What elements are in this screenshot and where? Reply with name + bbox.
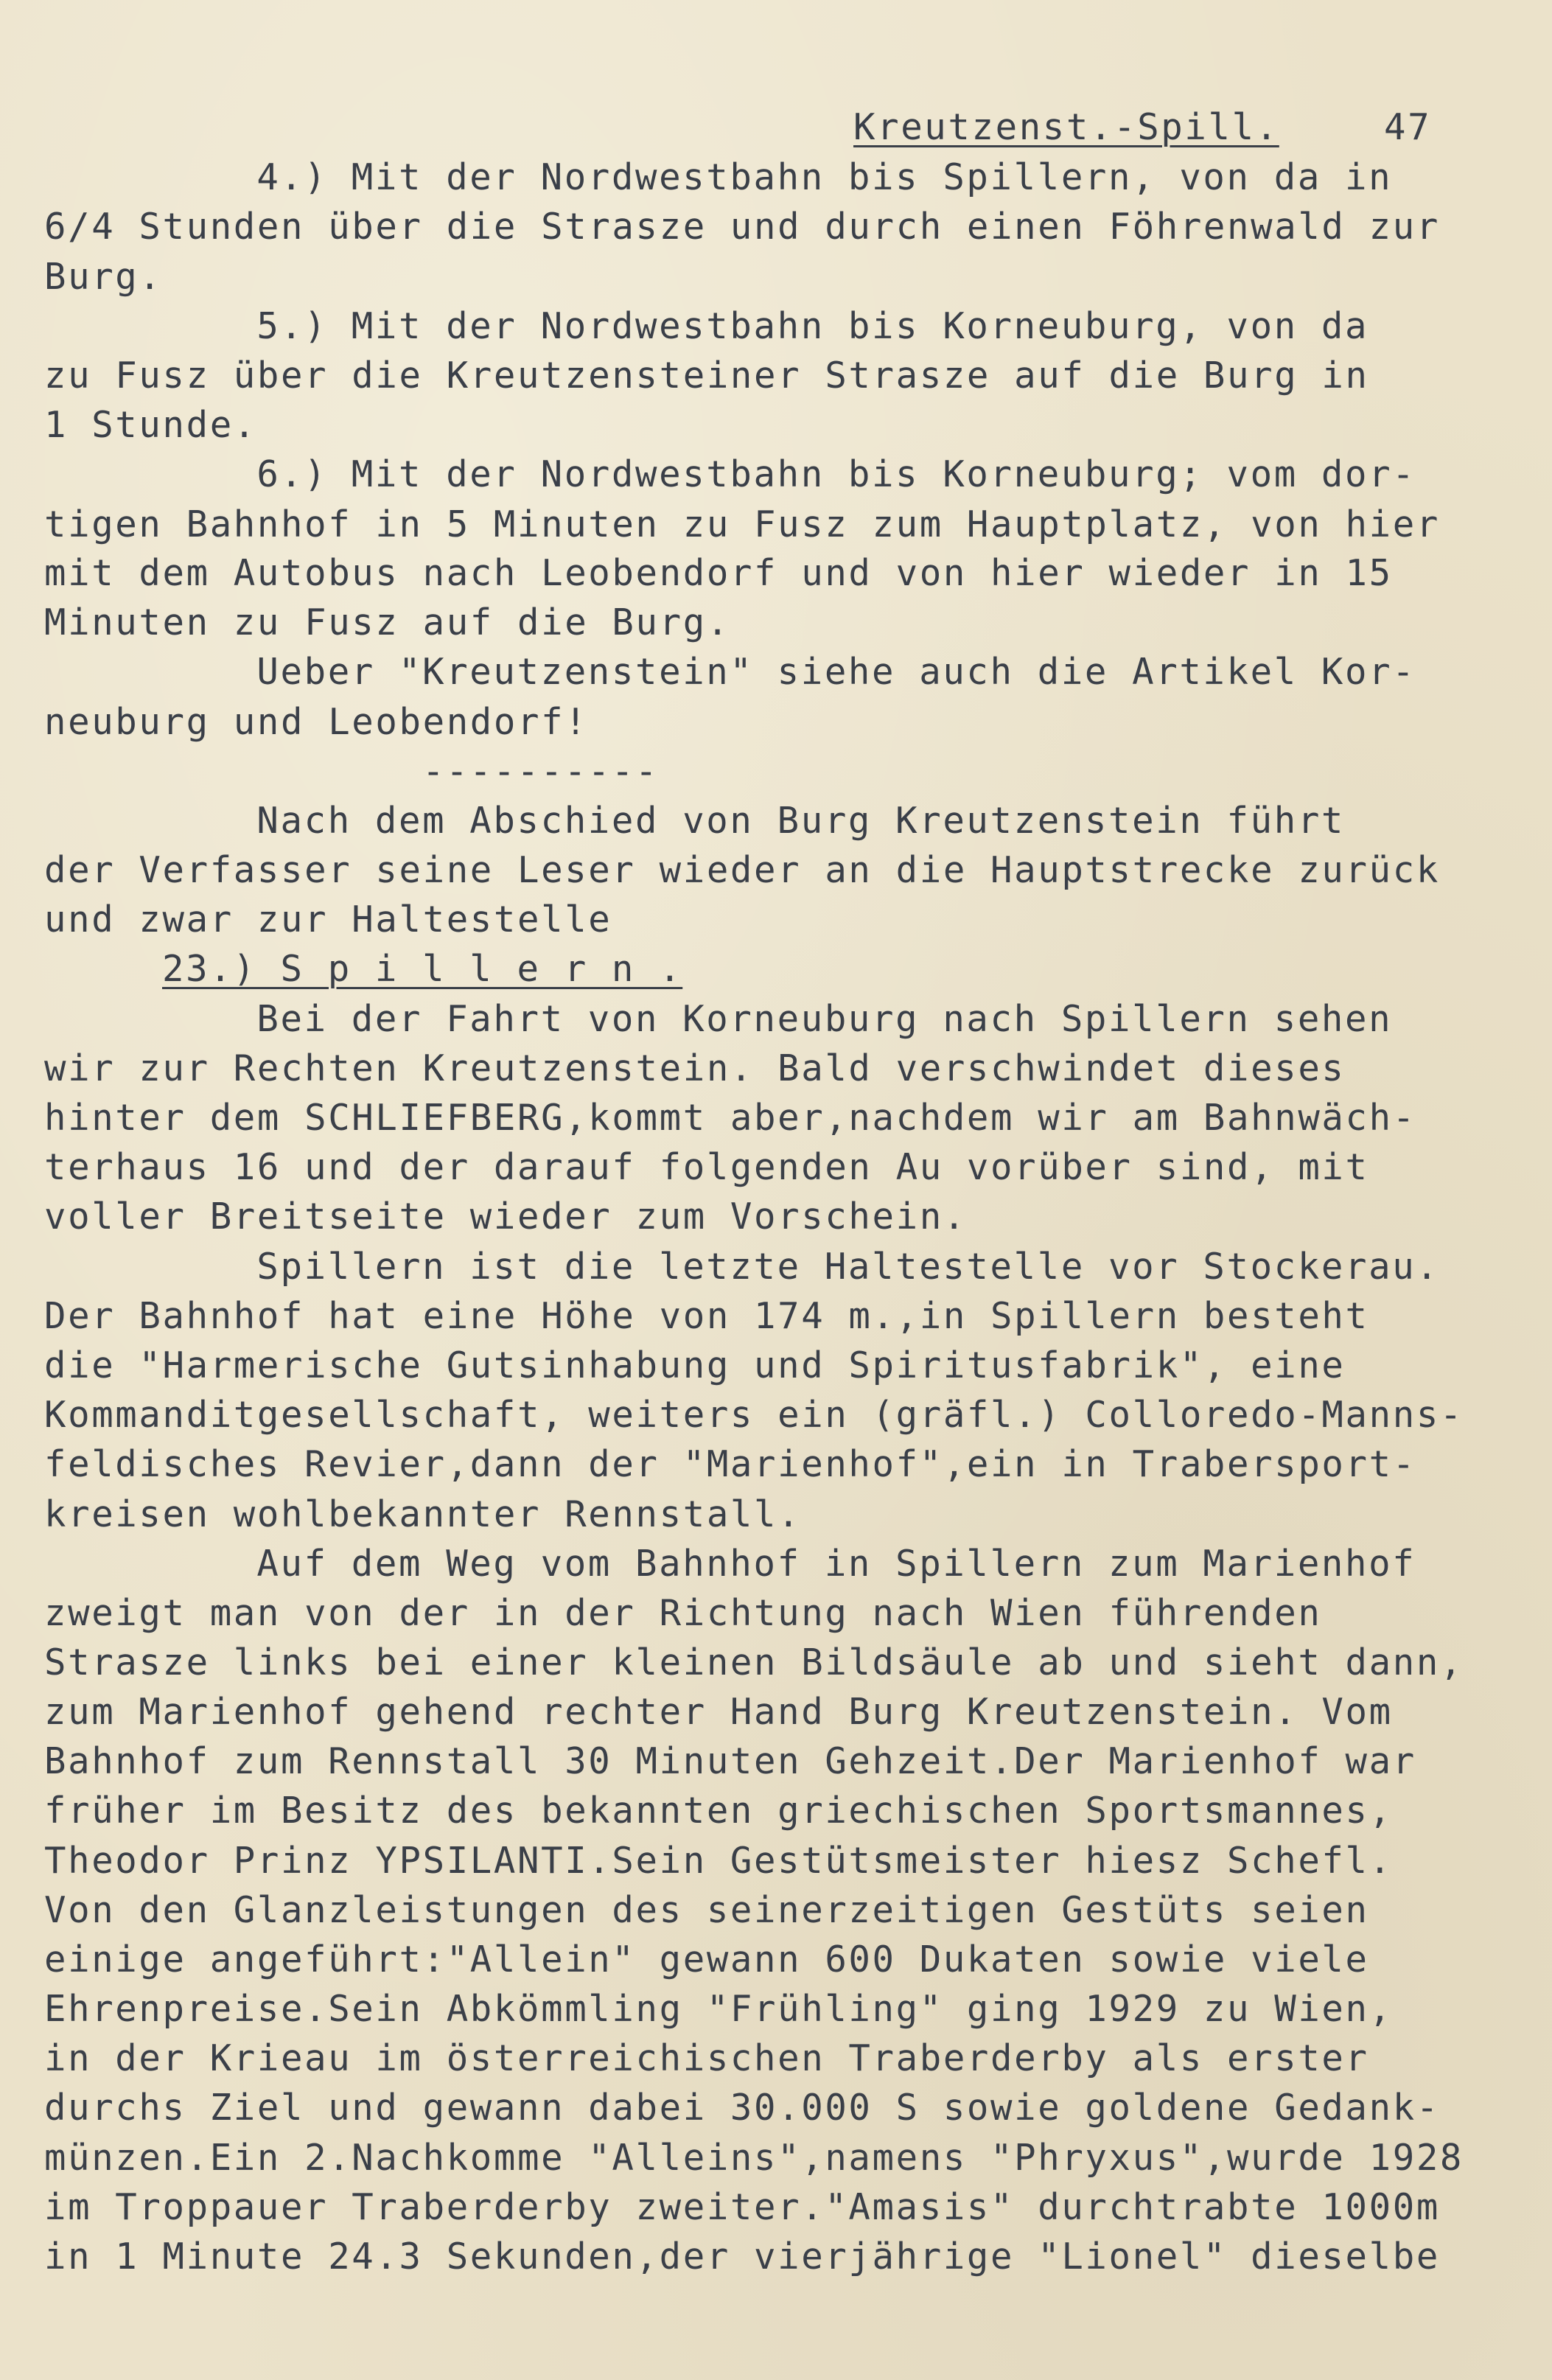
text-line: Der Bahnhof hat eine Höhe von 174 m.,in Spillern besteht bbox=[44, 1295, 1369, 1337]
text-line: und zwar zur Haltestelle bbox=[44, 898, 612, 941]
text-line: Auf dem Weg vom Bahnhof in Spillern zum Marienhof bbox=[162, 1543, 1416, 1585]
text-line: feldisches Revier,dann der "Marienhof",ein in Trabersport- bbox=[44, 1443, 1416, 1485]
text-line: im Troppauer Traberderby zweiter."Amasis" durchtrabte 1000m bbox=[44, 2186, 1440, 2228]
text-line: tigen Bahnhof in 5 Minuten zu Fusz zum Hauptplatz, von hier bbox=[44, 503, 1440, 545]
text-line: Bei der Fahrt von Korneuburg nach Spillern sehen bbox=[162, 998, 1393, 1040]
text-line: einige angeführt:"Allein" gewann 600 Dukaten sowie viele bbox=[44, 1938, 1369, 1981]
text-line: Ueber "Kreutzenstein" siehe auch die Artikel Kor- bbox=[162, 651, 1416, 693]
text-line: 6.) Mit der Nordwestbahn bis Korneuburg; vom dor- bbox=[162, 453, 1416, 495]
text-line: kreisen wohlbekannter Rennstall. bbox=[44, 1493, 802, 1535]
text-line: in 1 Minute 24.3 Sekunden,der vierjährige "Lionel" dieselbe bbox=[44, 2236, 1440, 2278]
text-line: Theodor Prinz YPSILANTI.Sein Gestütsmeister hiesz Schefl. bbox=[44, 1840, 1393, 1882]
text-line: Minuten zu Fusz auf die Burg. bbox=[44, 601, 730, 643]
text-line: voller Breitseite wieder zum Vorschein. bbox=[44, 1196, 967, 1238]
text-line: münzen.Ein 2.Nachkomme "Alleins",namens "Phryxus",wurde 1928 bbox=[44, 2137, 1464, 2179]
text-line: Bahnhof zum Rennstall 30 Minuten Gehzeit.Der Marienhof war bbox=[44, 1740, 1416, 1782]
text-line: hinter dem SCHLIEFBERG,kommt aber,nachdem wir am Bahnwäch- bbox=[44, 1097, 1416, 1139]
text-line: früher im Besitz des bekannten griechischen Sportsmannes, bbox=[44, 1790, 1393, 1832]
text-line: in der Krieau im österreichischen Traberderby als erster bbox=[44, 2037, 1369, 2079]
text-line: 1 Stunde. bbox=[44, 404, 257, 446]
text-line: 6/4 Stunden über die Strasze und durch einen Föhrenwald zur bbox=[44, 206, 1440, 248]
text-line: Kommanditgesellschaft, weiters ein (gräfl.) Colloredo-Manns- bbox=[44, 1394, 1464, 1436]
text-line: zu Fusz über die Kreutzensteiner Strasze auf die Burg in bbox=[44, 355, 1369, 397]
running-title: Kreutzenst.-Spill. bbox=[853, 106, 1279, 148]
section-heading: 23.) S p i l l e r n . bbox=[162, 948, 683, 990]
text-line: zum Marienhof gehend rechter Hand Burg Kreutzenstein. Vom bbox=[44, 1691, 1393, 1733]
text-line: der Verfasser seine Leser wieder an die Hauptstrecke zurück bbox=[44, 849, 1440, 891]
text-line: Von den Glanzleistungen des seinerzeitigen Gestüts seien bbox=[44, 1889, 1369, 1931]
text-line: zweigt man von der in der Richtung nach Wien führenden bbox=[44, 1592, 1322, 1634]
text-line: wir zur Rechten Kreutzenstein. Bald verschwindet dieses bbox=[44, 1047, 1346, 1089]
text-line: Burg. bbox=[44, 256, 163, 298]
text-line: neuburg und Leobendorf! bbox=[44, 701, 589, 743]
text-line: Ehrenpreise.Sein Abkömmling "Frühling" ging 1929 zu Wien, bbox=[44, 1988, 1393, 2030]
text-line: die "Harmerische Gutsinhabung und Spiritusfabrik", eine bbox=[44, 1344, 1346, 1386]
section-divider: ---------- bbox=[162, 750, 660, 792]
text-line: Spillern ist die letzte Haltestelle vor Stockerau. bbox=[162, 1246, 1440, 1288]
page-number: 47 bbox=[1384, 106, 1432, 148]
text-line: durchs Ziel und gewann dabei 30.000 S sowie goldene Gedank- bbox=[44, 2087, 1440, 2129]
text-line: Nach dem Abschied von Burg Kreutzenstein führt bbox=[162, 800, 1346, 842]
text-line: 5.) Mit der Nordwestbahn bis Korneuburg, von da bbox=[162, 305, 1369, 347]
text-line: terhaus 16 und der darauf folgenden Au vorüber sind, mit bbox=[44, 1146, 1369, 1188]
text-line: mit dem Autobus nach Leobendorf und von hier wieder in 15 bbox=[44, 552, 1393, 594]
text-line: Strasze links bei einer kleinen Bildsäule ab und sieht dann, bbox=[44, 1641, 1464, 1683]
text-line: 4.) Mit der Nordwestbahn bis Spillern, von da in bbox=[162, 156, 1393, 198]
